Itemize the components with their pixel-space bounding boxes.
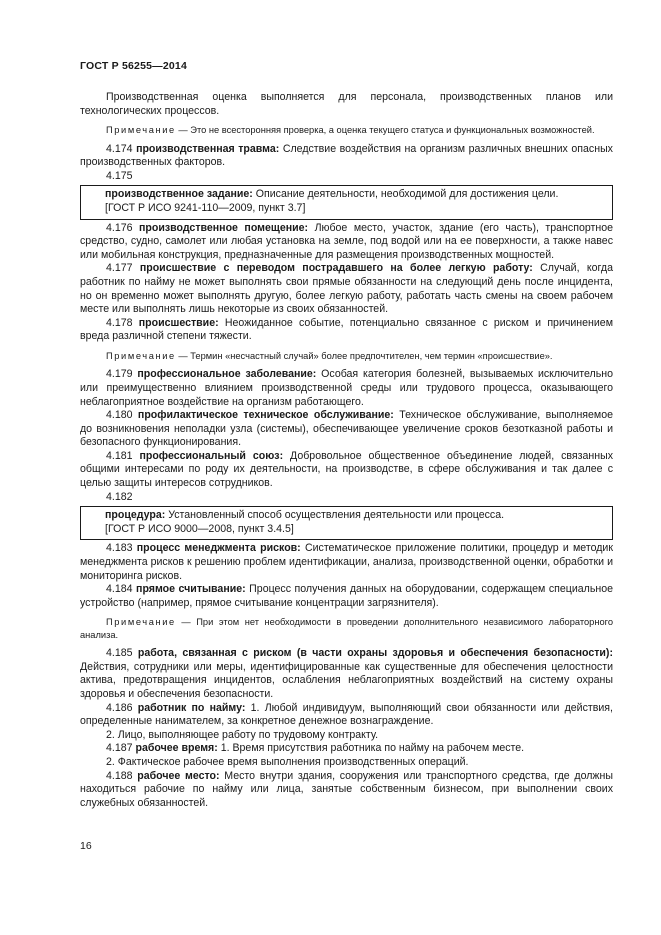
document-body: [80, 91, 613, 810]
entry-4-187: 4.187 рабочее время: 1. Время присутствия работника по найму на рабочем месте.: [106, 742, 525, 755]
intro-note: Примечание — Это не всесторонняя проверка, а оценка текущего статуса и функциональных возможностей.: [106, 125, 595, 136]
term: производственная травма:: [136, 142, 280, 155]
entry-4-188: 4.188 рабочее место: Место внутри здания, сооружения или транспортного средства, где должны находиться рабочие по найму или лица, занятые собственным бизнесом, при выполнении своих служебных обязанностей.: [80, 769, 613, 809]
entry-4-184: 4.184 прямое считывание: Процесс получения данных на оборудовании, содержащем специальное устройство (например, прямое считывание концентрации загрязнителя).: [80, 583, 613, 609]
term: профессиональный союз:: [139, 449, 284, 462]
entry-4-181: 4.181 профессиональный союз: Добровольное общественное объединение людей, связанных общими интересами по роду их деятельности, на производстве, в сфере обслуживания и так далее с целью защиты интересов сотрудников.: [80, 449, 613, 490]
term: производственное помещение:: [139, 221, 309, 234]
entry-4-185: 4.185 работа, связанная с риском (в части охраны здоровья и обеспечения безопасности): Действия, сотрудники или меры, идентифицированные как существенные для обеспечения целостности актива, предотвращения инцидентов, ослабления неблагоприятных воздействий на систему охраны здоровья и обеспечения безопасности.: [80, 647, 613, 700]
term: профилактическое техническое обслуживание:: [137, 409, 394, 422]
entry-4-177: 4.177 происшествие с переводом пострадавшего на более легкую работу: Случай, когда работник по найму не может выполнять свои прямые обязанности на следующий день после инцидента, но он временно может выполнять другую, более легкую работу, работать часть смены на своем рабочем месте или выполнять лишь некоторые из своих обязанностей.: [80, 262, 613, 316]
intro-paragraph: Производственная оценка выполняется для персонала, производственных планов или технологических процессов.: [80, 91, 613, 117]
term: профессиональное заболевание:: [137, 368, 317, 381]
entry-4-187-second: 2. Фактическое рабочее время выполнения производственных операций.: [106, 755, 469, 768]
term: прямое считывание:: [136, 583, 246, 596]
entry-4-180: 4.180 профилактическое техническое обслуживание: Техническое обслуживание, выполняемое до возникновения неполадки узла (системы), обеспечивающее увеличение сроков безотказной работы и безопасного функционирования.: [80, 409, 613, 449]
entry-4-175-box: [80, 185, 613, 219]
entry-4-184-note: Примечание — При этом нет необходимости в проведении дополнительного независимого лабораторного анализа.: [80, 617, 613, 640]
entry-4-182-definition: процедура: Установленный способ осуществления деятельности или процесса.: [105, 509, 505, 522]
entry-4-183: 4.183 процесс менеджмента рисков: Систематическое приложение политики, процедур и методик менеджмента рисков к решению проблем идентификации, анализа, производственной оценки, обработки и мониторинга рисков.: [80, 542, 613, 582]
entry-4-186-second: 2. Лицо, выполняющее работу по трудовому контракту.: [106, 728, 379, 741]
term: рабочее место:: [137, 769, 220, 782]
term: производственное задание:: [105, 188, 253, 201]
standard-header: ГОСТ Р 56255—2014: [80, 60, 188, 72]
entry-4-186: 4.186 работник по найму: 1. Любой индивидуум, выполняющий свои обязанности или действия, определенные нанимателем, за конкретное денежное вознаграждение.: [80, 701, 613, 728]
term: происшествие с переводом пострадавшего на более легкую работу:: [139, 262, 533, 275]
entry-4-174: 4.174 производственная травма: Следствие воздействия на организм различных внешних опасных производственных факторов.: [80, 142, 613, 169]
entry-4-178-note: Примечание — Термин «несчастный случай» более предпочтителен, чем термин «происшествие».: [106, 350, 553, 361]
entry-4-178: 4.178 происшествие: Неожиданное событие, потенциально связанное с риском и причинением вреда различной степени тяжести.: [80, 316, 613, 343]
entry-4-175-number: 4.175: [106, 169, 133, 182]
page-number: 16: [80, 840, 92, 852]
entry-4-175-reference: [ГОСТ Р ИСО 9241-110—2009, пункт 3.7]: [105, 201, 306, 214]
entry-4-182-number: 4.182: [106, 490, 133, 503]
entry-4-176: 4.176 производственное помещение: Любое место, участок, здание (его часть), транспортное средство, судно, самолет или любая установка на земле, под водой или на ее поверхности, а также навес или мобильная конструкция, предназначенные для размещения производственных мощностей.: [80, 221, 613, 261]
term: процесс менеджмента рисков:: [136, 542, 301, 555]
entry-4-179: 4.179 профессиональное заболевание: Особая категория болезней, вызываемых исключительно или преимущественно влиянием производственной среды или трудового процесса, оказывающего неблагоприятное воздействие на организм работающего.: [80, 368, 613, 408]
entry-4-175-definition: производственное задание: Описание деятельности, необходимой для достижения цели.: [105, 188, 559, 201]
term: рабочее время:: [135, 742, 218, 755]
entry-4-182-box: [80, 506, 613, 540]
term: работа, связанная с риском (в части охраны здоровья и обеспечения безопасности):: [137, 647, 613, 660]
term: работник по найму:: [137, 701, 246, 714]
term: происшествие:: [138, 316, 219, 329]
entry-4-182-reference: [ГОСТ Р ИСО 9000—2008, пункт 3.4.5]: [105, 522, 294, 535]
term: процедура:: [105, 509, 166, 522]
